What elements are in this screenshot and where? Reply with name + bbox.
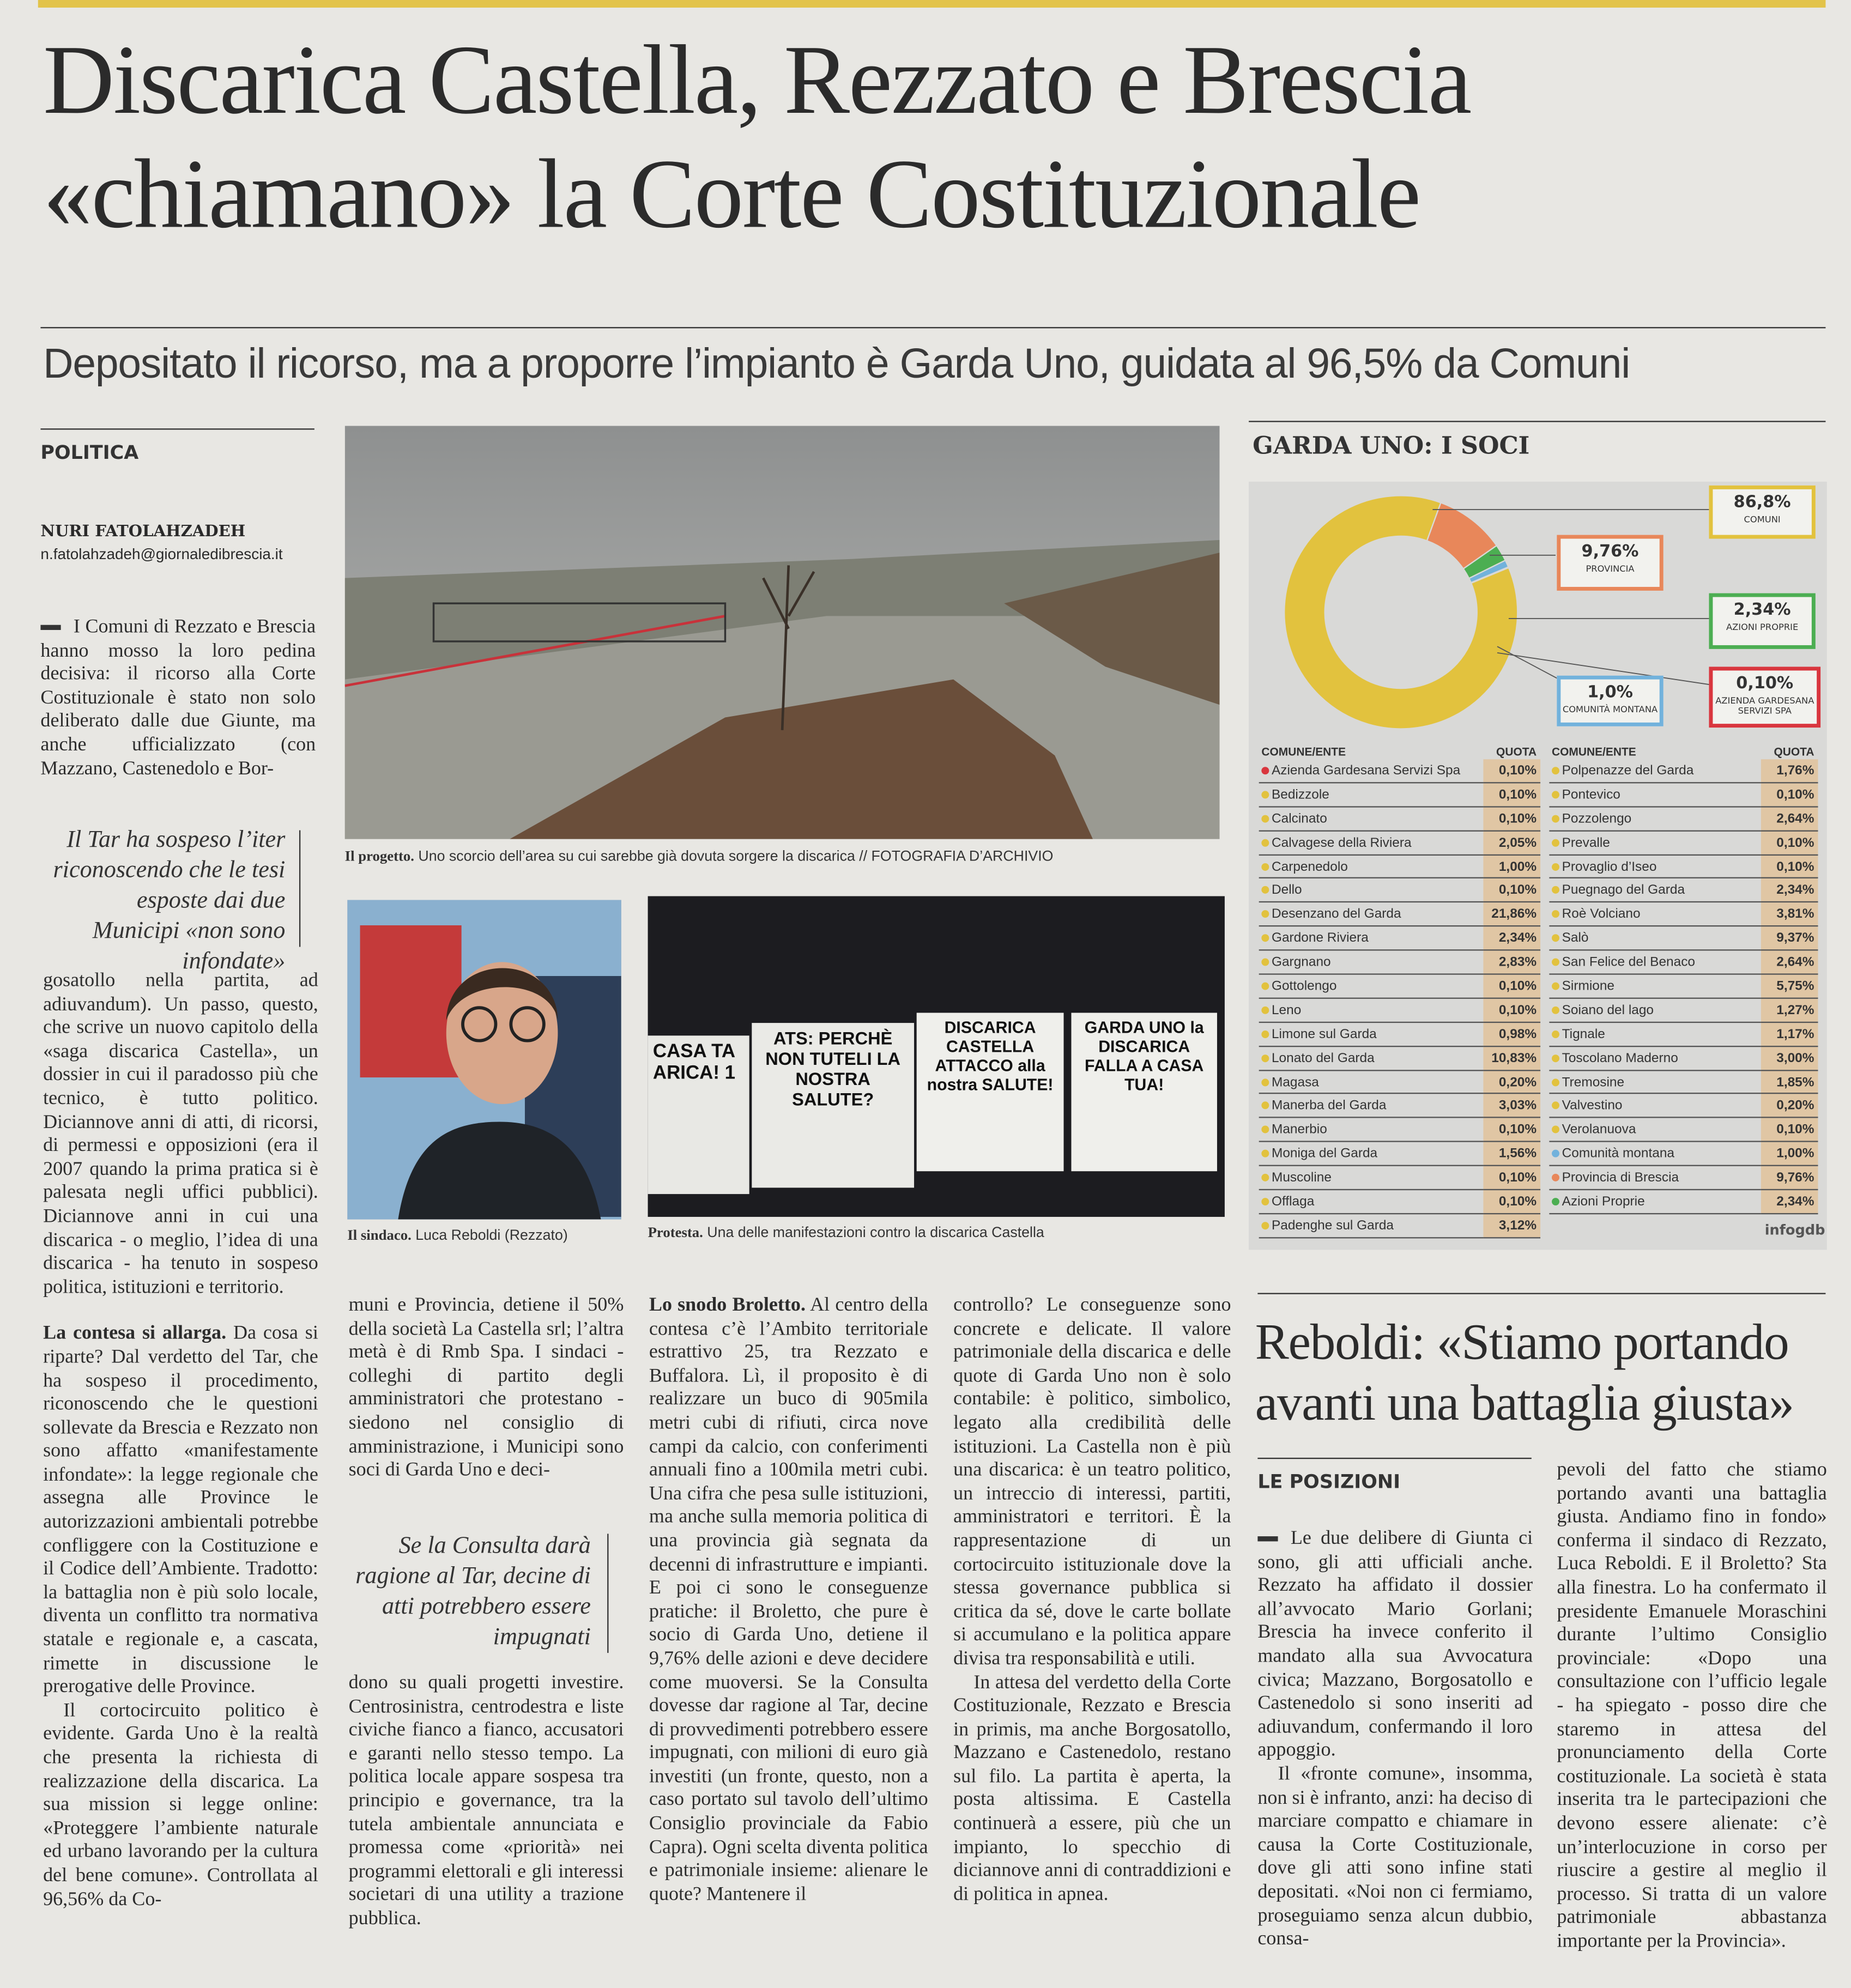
entity-name: Toscolano Maderno: [1562, 1050, 1678, 1066]
cell-name: [1259, 759, 1484, 783]
subheadline: Depositato il ricorso, ma a proporre l’impianto è Garda Uno, guidata al 96,5% da Comuni: [43, 340, 1630, 387]
cell-name: [1259, 1118, 1484, 1142]
table-row: [1259, 831, 1540, 854]
caption-lead: Il sindaco.: [347, 1228, 412, 1244]
cell-quota: 1,17%: [1761, 1022, 1818, 1046]
cell-quota: 1,00%: [1761, 1142, 1818, 1166]
cell-name: [1259, 1046, 1484, 1070]
cell-quota: 0,10%: [1761, 854, 1818, 878]
paragraph: Al centro della contesa c’è l’Ambito territoriale estrattivo 25, tra Rezzato e Buffalora. Lì, il proposito è di realizzare un buco di 905mila metri cubi di rifiuti, circa nove campi da calcio, con conferimenti annuali fino a 100mila metri cubi. Una cifra che pesa sulle istituzioni, ma anche sulla memoria politica di una provincia già segnata da decenni di infrastrutture e impianti. E poi ci sono le conseguenze pratiche: il Broletto, che pure è socio di Garda Uno, detiene il 9,76% delle azioni e deve decidere come muoversi. Se la Consulta dovesse dar ragione al Tar, decine di provvedimenti potrebbero essere impugnati, con milioni di euro già investiti (un fronte, questo, non a caso portato sul tavolo dell’ultimo Consiglio provinciale da Fabio Capra). Ogni scelta diventa politica e patrimoniale insieme: alienare le quote? Mantenere il: [649, 1294, 928, 1905]
table-row: [1259, 783, 1540, 807]
callout-provincia: [1557, 535, 1663, 591]
paragraph: Il «fronte comune», insomma, non si è infranto, anzi: ha deciso di marciare compatto e chiamare in causa la Corte Costituzionale, dove gli atti sono infine stati depositati. «Noi non ci fermiamo, proseguiamo senza alcun dubbio, consa-: [1257, 1763, 1533, 1950]
photo-caption: [345, 849, 1054, 864]
paragraph: I Comuni di Rezzato e Brescia hanno mosso la loro pedina decisiva: il ricorso alla Corte Costituzionale è stato non solo deliberato dalle due Giunte, ma anche ufficializzato (con Mazzano, Castenedolo e Bor-: [40, 616, 316, 779]
cell-quota: 0,10%: [1483, 759, 1540, 783]
paragraph: Le due delibere di Giunta ci sono, gli atti ufficiali anche. Rezzato ha affidato il dossier all’avvocato Mario Gorlani; Brescia ha invece conferito il mandato alla sua Avvocatura civica; Mazzano, Borgosatollo e Castenedolo si sono inseriti ad adiuvandum, confermando il loro appoggio.: [1257, 1527, 1533, 1761]
entity-name: Comunità montana: [1562, 1146, 1674, 1162]
cell-quota: 2,34%: [1761, 878, 1818, 902]
cell-name: [1549, 1142, 1761, 1166]
entity-name: Limone sul Garda: [1271, 1026, 1377, 1042]
divider: [40, 327, 1825, 328]
cell-quota: 0,10%: [1761, 831, 1818, 854]
entity-name: Pozzolengo: [1562, 810, 1632, 826]
table-row: [1549, 783, 1818, 807]
side-column-b: [1557, 1459, 1826, 1954]
cell-name: [1549, 974, 1761, 998]
table-row: [1549, 854, 1818, 878]
legend-dot-icon: [1552, 1150, 1559, 1157]
cell-name: [1549, 926, 1761, 950]
cell-quota: 9,76%: [1761, 1166, 1818, 1190]
entity-name: Sirmione: [1562, 978, 1615, 994]
legend-dot-icon: [1261, 1102, 1269, 1110]
divider: [1249, 421, 1825, 422]
entity-name: San Felice del Benaco: [1562, 954, 1696, 970]
cell-quota: 3,81%: [1761, 902, 1818, 926]
cell-quota: 0,10%: [1761, 1118, 1818, 1142]
legend-dot-icon: [1552, 1174, 1559, 1181]
cell-name: [1259, 902, 1484, 926]
table-row: [1259, 926, 1540, 950]
callout-value: 1,0%: [1587, 683, 1633, 702]
cell-name: [1549, 1190, 1761, 1214]
entity-name: Muscoline: [1271, 1170, 1332, 1185]
cell-name: [1549, 878, 1761, 902]
cell-quota: 3,03%: [1483, 1094, 1540, 1118]
photo-protest: [648, 896, 1225, 1216]
entity-name: Soiano del lago: [1562, 1002, 1654, 1018]
protest-sign: GARDA UNO la DISCARICA FALLA A CASA TUA!: [1071, 1013, 1217, 1171]
legend-dot-icon: [1261, 887, 1269, 894]
cell-name: [1259, 807, 1484, 831]
legend-dot-icon: [1552, 791, 1559, 798]
entity-name: Valvestino: [1562, 1098, 1623, 1114]
legend-dot-icon: [1261, 1030, 1269, 1038]
table-row: [1549, 1142, 1818, 1166]
paragraph: Il cortocircuito politico è evidente. Garda Uno è la realtà che presenta la richiesta di realizzazione della discarica. La sua mission si legge online: «Proteggere l’ambiente naturale ed urbano lavorando per la cultura del bene comune». Controllata al 96,56% da Co-: [43, 1699, 318, 1910]
entity-name: Calvagese della Riviera: [1271, 834, 1412, 850]
cell-quota: 0,10%: [1483, 1166, 1540, 1190]
paragraph: pevoli del fatto che stiamo portando avanti una battaglia giusta. Andiamo fino in fondo» conferma il sindaco di Rezzato, Luca Reboldi. E il Broletto? Sta alla finestra. Lo ha confermato il presidente Emanuele Moraschini durante l’ultimo Consiglio provinciale: «Dopo una consultazione con l’ufficio legale - ha spiegato - posso dire che staremo in attesa del pronunciamento della Corte costituzionale. La società è stata inserita tra le partecipazioni che devono essere alienate: c’è un’interlocuzione in corso per riuscire a gestire al meglio il processo. Si tratta di un valore patrimoniale abbastanza importante per la Provincia».: [1557, 1459, 1827, 1952]
entity-name: Leno: [1271, 1002, 1302, 1018]
table-row: [1259, 759, 1540, 783]
entity-name: Polpenazze del Garda: [1562, 763, 1694, 779]
legend-dot-icon: [1552, 1126, 1559, 1134]
table-row: [1259, 1214, 1540, 1238]
paragraph: In attesa del verdetto della Corte Costituzionale, Rezzato e Brescia in primis, ma anche Borgosatollo, Mazzano e Castenedolo, restano sul filo. La partita è aperta, la posta altissima. E Castella continuerà a essere, più che un impianto, lo specchio di diciannove anni di contraddizioni e di politica in apnea.: [953, 1671, 1231, 1905]
legend-dot-icon: [1261, 1078, 1269, 1086]
table-row: [1259, 1118, 1540, 1142]
callout-label: COMUNI: [1744, 514, 1781, 525]
table-row: [1549, 950, 1818, 974]
paragraph: Da cosa si riparte? Dal verdetto del Tar, che ha sospeso il procedimento, riconoscendo che le questioni sollevate da Brescia e Rezzato non sono affatto «manifestamente infondate»: la legge regionale che assegna alle Province le autorizzazioni ambientali potrebbe confliggere con la Costituzione e il Codice dell’Ambiente. Tradotto: la battaglia non è più solo locale, diventa un conflitto tra normativa statale e regionale e, a cascata, rimette in discussione le prerogative delle Province.: [43, 1322, 318, 1698]
entity-name: Dello: [1271, 882, 1302, 898]
entity-name: Moniga del Garda: [1271, 1146, 1378, 1162]
legend-dot-icon: [1261, 767, 1269, 774]
table-row: [1259, 998, 1540, 1022]
protest-sign: ATS: PERCHÈ NON TUTELI LA NOSTRA SALUTE?: [752, 1023, 914, 1187]
cell-name: [1259, 854, 1484, 878]
legend-dot-icon: [1552, 983, 1559, 990]
table-row: [1259, 974, 1540, 998]
legend-dot-icon: [1552, 863, 1559, 870]
entity-name: Tremosine: [1562, 1074, 1625, 1090]
entity-name: Lonato del Garda: [1271, 1050, 1375, 1066]
table-row: [1259, 807, 1540, 831]
cell-name: [1549, 1094, 1761, 1118]
paragraph: dono su quali progetti investire. Centrosinistra, centrodestra e liste civiche fianco a fianco, accusatori e garanti nello stesso tempo. La politica locale appare sospesa tra principio e governance, tra la tutela ambientale annunciata e promessa come «priorità» nei programmi elettorali e gli interessi societari di una utility a trazione pubblica.: [348, 1671, 624, 1930]
caption-text: Una delle manifestazioni contro la discarica Castella: [703, 1226, 1044, 1241]
infographic-title: GARDA UNO: I SOCI: [1253, 432, 1530, 460]
callout-label: AZIONI PROPRIE: [1726, 622, 1799, 633]
cell-quota: 0,10%: [1483, 1118, 1540, 1142]
cell-quota: 2,64%: [1761, 807, 1818, 831]
table-row: [1259, 950, 1540, 974]
table-row: [1259, 854, 1540, 878]
cell-name: [1549, 759, 1761, 783]
entity-name: Puegnago del Garda: [1562, 882, 1685, 898]
legend-dot-icon: [1552, 1054, 1559, 1062]
legend-dot-icon: [1552, 839, 1559, 846]
cell-name: [1259, 1166, 1484, 1190]
article-column-1-cont: [43, 969, 318, 1912]
table-row: [1549, 1070, 1818, 1094]
legend-dot-icon: [1261, 1222, 1269, 1229]
pull-quote: Se la Consulta darà ragione al Tar, decine di atti potrebbero essere impugnati: [355, 1532, 591, 1651]
cell-name: [1259, 783, 1484, 807]
table-row: [1259, 1190, 1540, 1214]
headline: [43, 23, 1471, 251]
table-row: [1549, 807, 1818, 831]
cell-name: [1259, 1214, 1484, 1238]
cell-name: [1549, 1166, 1761, 1190]
entity-name: Magasa: [1271, 1074, 1319, 1090]
entity-name: Bedizzole: [1271, 787, 1329, 802]
divider: [40, 428, 314, 429]
callout-label: COMUNITÀ MONTANA: [1562, 705, 1658, 715]
legend-dot-icon: [1261, 1150, 1269, 1157]
entity-name: Roè Volciano: [1562, 906, 1641, 922]
table-row: [1259, 1142, 1540, 1166]
entity-name: Desenzano del Garda: [1271, 906, 1401, 922]
photo-caption: [347, 1228, 567, 1244]
article-column-3: [649, 1294, 928, 1907]
column-header-name: COMUNE/ENTE: [1261, 745, 1346, 758]
cell-name: [1259, 1070, 1484, 1094]
cell-quota: 0,10%: [1483, 1190, 1540, 1214]
cell-quota: 2,64%: [1761, 950, 1818, 974]
column-header-quota: QUOTA: [1496, 745, 1537, 758]
cell-quota: 0,10%: [1761, 783, 1818, 807]
entity-name: Offlaga: [1271, 1194, 1315, 1209]
table-row: [1259, 1022, 1540, 1046]
cell-name: [1549, 1046, 1761, 1070]
cell-name: [1259, 926, 1484, 950]
legend-dot-icon: [1552, 767, 1559, 774]
cell-quota: 2,34%: [1483, 926, 1540, 950]
entity-name: Padenghe sul Garda: [1271, 1217, 1394, 1233]
protest-sign: CASA TA ARICA! 1: [648, 1035, 749, 1194]
cell-name: [1259, 1190, 1484, 1214]
cell-name: [1549, 1070, 1761, 1094]
article-column-2-cont: [349, 1672, 624, 1931]
legend-dot-icon: [1261, 1174, 1269, 1181]
author-email[interactable]: n.fatolahzadeh@giornaledibrescia.it: [40, 545, 283, 563]
cell-name: [1259, 950, 1484, 974]
pull-quote: Il Tar ha sospeso l’iter riconoscendo che le tesi esposte dai due Municipi «non sono infondate»: [53, 826, 286, 975]
cell-quota: 0,20%: [1483, 1070, 1540, 1094]
divider: [1257, 1293, 1825, 1294]
cell-quota: 0,10%: [1483, 974, 1540, 998]
entity-name: Provaglio d’Iseo: [1562, 858, 1657, 874]
cell-name: [1259, 1022, 1484, 1046]
table-header: [1549, 744, 1818, 759]
legend-dot-icon: [1552, 935, 1559, 942]
top-color-bar: [38, 0, 1826, 8]
table-row: [1549, 878, 1818, 902]
caption-lead: Il progetto.: [344, 849, 414, 865]
table-row: [1549, 759, 1818, 783]
cell-name: [1259, 974, 1484, 998]
column-header-quota: QUOTA: [1774, 745, 1814, 758]
side-column-a: [1257, 1528, 1533, 1951]
legend-dot-icon: [1552, 1006, 1559, 1014]
lead-marker: [40, 626, 61, 631]
table-row: [1549, 1046, 1818, 1070]
callout-azioni-proprie: [1709, 593, 1815, 649]
legend-dot-icon: [1552, 1030, 1559, 1038]
paragraph-lead: La contesa si allarga.: [43, 1322, 227, 1344]
table-row: [1259, 878, 1540, 902]
headline-line-1: Discarica Castella, Rezzato e Brescia: [43, 24, 1471, 135]
divider: [1257, 1458, 1531, 1459]
cell-name: [1549, 950, 1761, 974]
table-row: [1259, 1094, 1540, 1118]
table-row: [1549, 998, 1818, 1022]
entity-name: Manerbio: [1271, 1122, 1327, 1138]
cell-quota: 2,34%: [1761, 1190, 1818, 1214]
table-header: [1259, 744, 1540, 759]
legend-dot-icon: [1261, 911, 1269, 918]
cell-quota: 2,83%: [1483, 950, 1540, 974]
cell-quota: 0,10%: [1483, 878, 1540, 902]
legend-dot-icon: [1261, 1054, 1269, 1062]
cell-quota: 0,98%: [1483, 1022, 1540, 1046]
shareholders-table-right: [1549, 744, 1818, 1214]
callout-comuni: [1709, 486, 1815, 539]
infographic-credit: infogdb: [1764, 1222, 1825, 1239]
side-headline-line-2: avanti una battaglia giusta»: [1255, 1374, 1794, 1432]
legend-dot-icon: [1261, 791, 1269, 798]
section-label: POLITICA: [40, 441, 139, 464]
table-row: [1549, 902, 1818, 926]
table-row: [1549, 926, 1818, 950]
article-column-4: [953, 1294, 1231, 1907]
legend-dot-icon: [1552, 1078, 1559, 1086]
legend-dot-icon: [1261, 983, 1269, 990]
table-row: [1259, 1166, 1540, 1190]
legend-dot-icon: [1261, 815, 1269, 822]
photo-landfill-site: [345, 426, 1220, 839]
author-name: NURI FATOLAHZADEH: [40, 520, 246, 540]
entity-name: Gottolengo: [1271, 978, 1337, 994]
cell-quota: 1,56%: [1483, 1142, 1540, 1166]
cell-name: [1259, 878, 1484, 902]
cell-name: [1259, 998, 1484, 1022]
callout-value: 0,10%: [1736, 674, 1794, 694]
entity-name: Azioni Proprie: [1562, 1194, 1645, 1209]
paragraph-lead: Lo snodo Broletto.: [649, 1294, 806, 1316]
cell-name: [1549, 831, 1761, 854]
callout-comunit-montana: [1557, 676, 1663, 726]
photo-mayor: [347, 900, 621, 1219]
cell-quota: 5,75%: [1761, 974, 1818, 998]
paragraph: muni e Provincia, detiene il 50% della società La Castella srl; l’altra metà è di Rmb Spa. I sindaci - colleghi di partito degli amministratori che protestano - siedono nel consiglio di amministrazione, i Municipi sono soci di Garda Uno e deci-: [348, 1294, 624, 1481]
legend-dot-icon: [1261, 1198, 1269, 1205]
legend-dot-icon: [1552, 959, 1559, 966]
cell-name: [1549, 1022, 1761, 1046]
legend-dot-icon: [1552, 1198, 1559, 1205]
callout-value: 86,8%: [1733, 493, 1791, 512]
cell-quota: 2,05%: [1483, 831, 1540, 854]
entity-name: Provincia di Brescia: [1562, 1170, 1679, 1185]
entity-name: Gargnano: [1271, 954, 1331, 970]
caption-lead: Protesta.: [648, 1226, 703, 1241]
side-headline-line-1: Reboldi: «Stiamo portando: [1255, 1313, 1789, 1371]
photo-caption: [648, 1226, 1044, 1241]
legend-dot-icon: [1261, 863, 1269, 870]
legend-dot-icon: [1261, 839, 1269, 846]
table-row: [1549, 974, 1818, 998]
table-row: [1549, 1094, 1818, 1118]
shareholders-table-left: [1259, 744, 1540, 1238]
cell-quota: 0,10%: [1483, 783, 1540, 807]
entity-name: Gardone Riviera: [1271, 930, 1369, 946]
table-row: [1549, 831, 1818, 854]
table-row: [1549, 1118, 1818, 1142]
cell-quota: 1,76%: [1761, 759, 1818, 783]
side-headline: [1255, 1312, 1794, 1433]
entity-name: Azienda Gardesana Servizi Spa: [1271, 763, 1461, 779]
callout-value: 9,76%: [1581, 542, 1639, 562]
callout-value: 2,34%: [1733, 601, 1791, 620]
lead-marker: [1257, 1537, 1278, 1542]
legend-dot-icon: [1552, 911, 1559, 918]
entity-name: Prevalle: [1562, 834, 1610, 850]
legend-dot-icon: [1261, 1006, 1269, 1014]
cell-quota: 0,20%: [1761, 1094, 1818, 1118]
legend-dot-icon: [1552, 887, 1559, 894]
cell-quota: 0,10%: [1483, 998, 1540, 1022]
side-section-label: LE POSIZIONI: [1257, 1470, 1401, 1494]
legend-dot-icon: [1261, 959, 1269, 966]
cell-quota: 3,00%: [1761, 1046, 1818, 1070]
cell-quota: 9,37%: [1761, 926, 1818, 950]
paragraph: controllo? Le conseguenze sono concrete e delicate. Il valore patrimoniale della discarica e delle quote di Garda Uno non è solo contabile: è politico, simbolico, legato alla credibilità delle istituzioni. La Castella non è più una discarica: è un teatro politico, un intreccio di interessi, partiti, amministratori e territori. È la rappresentazione di un cortocircuito istituzionale dove la stessa governance pubblica si critica da sé, dove le carte bollate si accumulano e la politica appare divisa tra responsabilità e utili.: [953, 1294, 1231, 1670]
callout-azienda-gardesana-servizi-spa: [1709, 666, 1820, 728]
cell-name: [1549, 998, 1761, 1022]
pull-quote-rule: [299, 831, 300, 947]
entity-name: Calcinato: [1271, 810, 1327, 826]
cell-name: [1549, 783, 1761, 807]
cell-name: [1549, 1118, 1761, 1142]
caption-text: Luca Reboldi (Rezzato): [411, 1228, 568, 1244]
cell-quota: 10,83%: [1483, 1046, 1540, 1070]
cell-name: [1259, 1094, 1484, 1118]
paragraph: gosatollo nella partita, ad adiuvandum). Un passo, questo, che scrive un nuovo capitolo della «saga discarica Castella», un dossier in cui il paradosso più che tecnico, è tutto politico. Diciannove anni di atti, di ricorsi, di permessi e opposizioni (era il 2007 quando la prima pratica si è palesata negli uffici pubblici). Diciannove anni in cui una discarica - o meglio, l’idea di una discarica - ha tenuto in sospeso politica, istituzioni e territorio.: [43, 969, 318, 1298]
cell-quota: 1,27%: [1761, 998, 1818, 1022]
entity-name: Tignale: [1562, 1026, 1605, 1042]
legend-dot-icon: [1552, 1102, 1559, 1110]
entity-name: Carpenedolo: [1271, 858, 1348, 874]
table-row: [1549, 1166, 1818, 1190]
table-row: [1549, 1022, 1818, 1046]
legend-dot-icon: [1261, 1126, 1269, 1134]
table-row: [1259, 1046, 1540, 1070]
table-row: [1549, 1190, 1818, 1214]
cell-quota: 21,86%: [1483, 902, 1540, 926]
caption-text: Uno scorcio dell’area su cui sarebbe già dovuta sorgere la discarica // FOTOGRAFIA D’ARCHIVIO: [414, 849, 1054, 865]
legend-dot-icon: [1261, 935, 1269, 942]
article-column-1: [40, 616, 316, 781]
cell-quota: 0,10%: [1483, 807, 1540, 831]
table-row: [1259, 902, 1540, 926]
cell-name: [1259, 1142, 1484, 1166]
entity-name: Manerba del Garda: [1271, 1098, 1387, 1114]
callout-label: AZIENDA GARDESANA SERVIZI SPA: [1715, 695, 1814, 717]
callout-label: PROVINCIA: [1586, 564, 1635, 574]
cell-name: [1549, 854, 1761, 878]
column-header-name: COMUNE/ENTE: [1552, 745, 1636, 758]
cell-quota: 3,12%: [1483, 1214, 1540, 1238]
cell-name: [1549, 807, 1761, 831]
cell-quota: 1,00%: [1483, 854, 1540, 878]
pull-quote-rule: [607, 1534, 608, 1653]
article-column-2: [349, 1294, 624, 1483]
cell-quota: 1,85%: [1761, 1070, 1818, 1094]
table-row: [1259, 1070, 1540, 1094]
entity-name: Salò: [1562, 930, 1589, 946]
entity-name: Verolanuova: [1562, 1122, 1636, 1138]
cell-name: [1549, 902, 1761, 926]
cell-name: [1259, 831, 1484, 854]
protest-sign: DISCARICA CASTELLA ATTACCO alla nostra SALUTE!: [917, 1013, 1064, 1171]
entity-name: Pontevico: [1562, 787, 1620, 802]
headline-line-2: «chiamano» la Corte Costituzionale: [43, 138, 1420, 248]
legend-dot-icon: [1552, 815, 1559, 822]
